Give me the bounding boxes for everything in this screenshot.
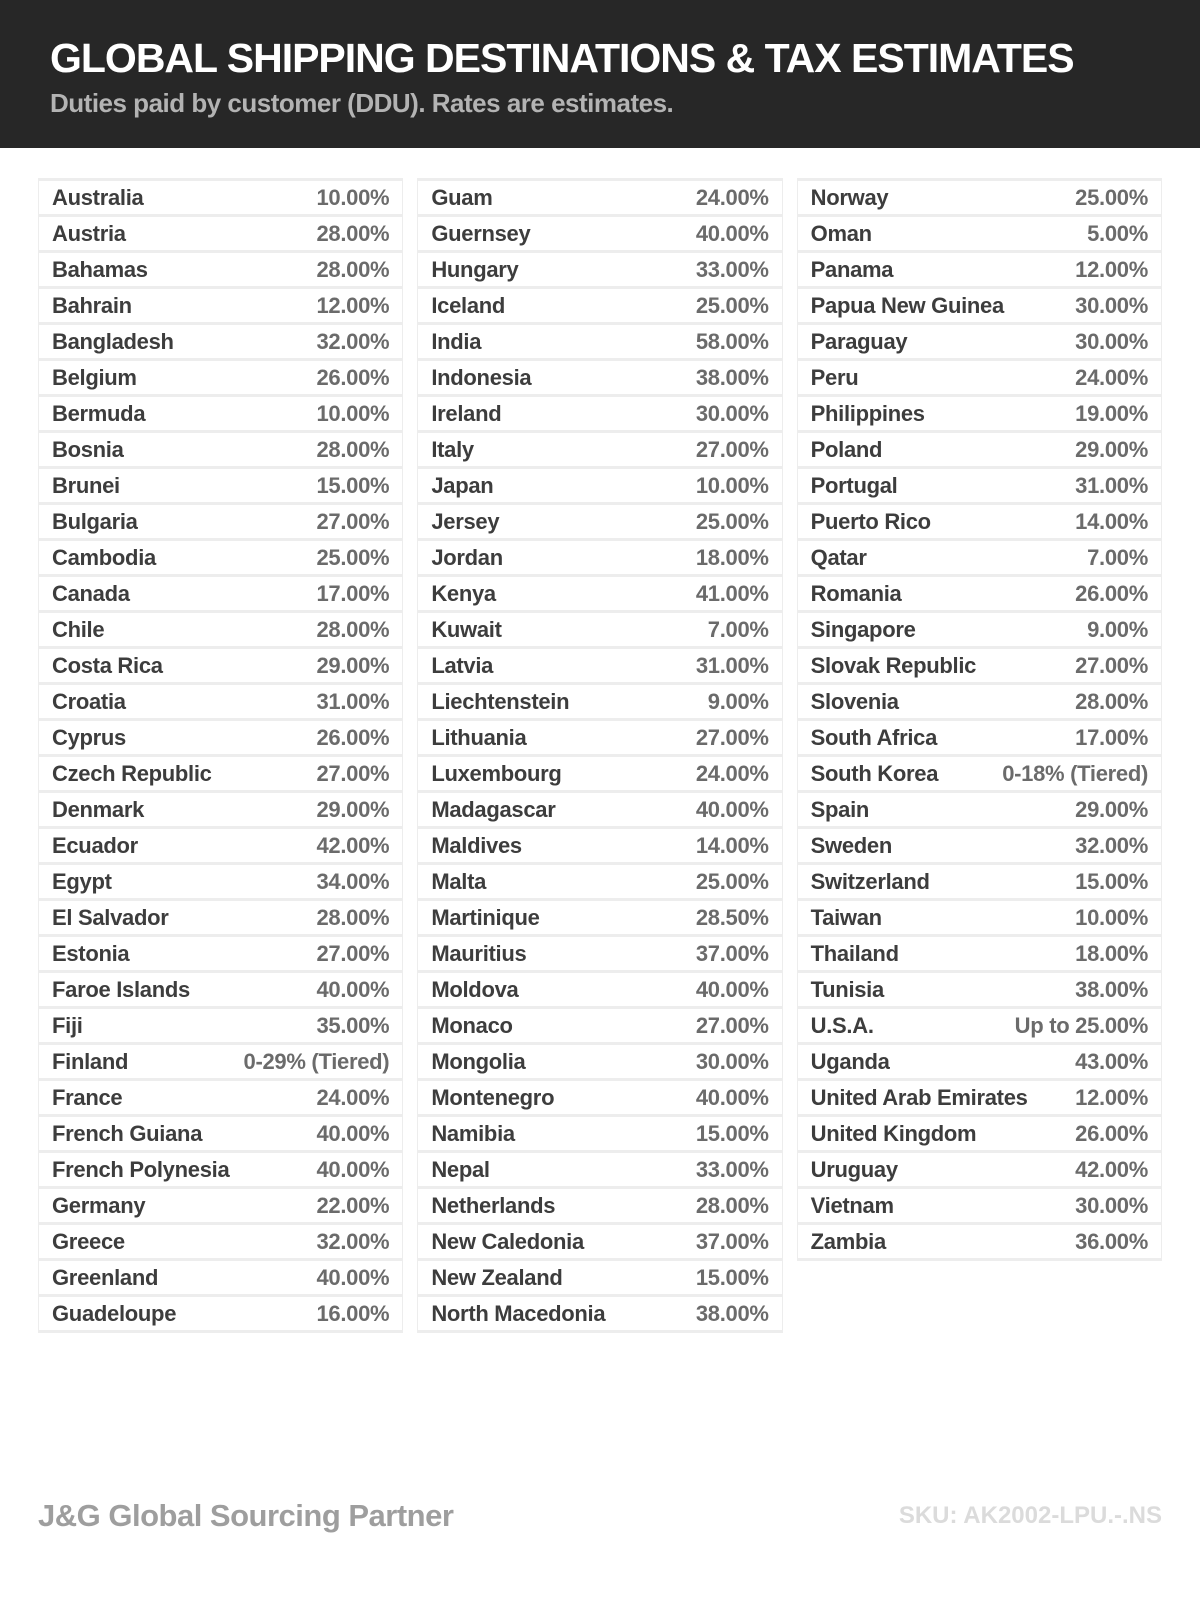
rates-column-3	[797, 178, 1162, 1261]
tax-rate: 7.00%	[1087, 544, 1148, 570]
table-row	[798, 937, 1161, 973]
country-name: Guernsey	[431, 220, 531, 246]
country-name: Estonia	[52, 940, 130, 966]
country-name: Oman	[810, 220, 872, 246]
table-row	[418, 937, 781, 973]
table-row	[39, 505, 402, 541]
table-row	[418, 1009, 781, 1045]
tax-rate: 25.00%	[695, 508, 769, 534]
tax-rate: 0-18% (Tiered)	[1002, 760, 1148, 786]
country-name: Costa Rica	[52, 652, 163, 678]
table-row	[39, 865, 402, 901]
tax-rate: 9.00%	[707, 688, 769, 714]
tax-rate: 58.00%	[695, 328, 769, 354]
tax-rate: 18.00%	[695, 544, 769, 570]
table-row	[418, 505, 781, 541]
country-name: Nepal	[431, 1156, 490, 1182]
tax-rate: 25.00%	[695, 868, 769, 894]
table-row	[418, 289, 781, 325]
country-name: Guadeloupe	[52, 1300, 177, 1326]
table-row	[798, 433, 1161, 469]
table-row	[418, 793, 781, 829]
table-row	[418, 973, 781, 1009]
country-name: Guam	[431, 184, 493, 210]
tax-rate: 31.00%	[1075, 472, 1148, 498]
tax-rate: 27.00%	[695, 1012, 769, 1038]
tax-rate: 19.00%	[1075, 400, 1148, 426]
tax-rate: Up to 25.00%	[1014, 1012, 1148, 1038]
tax-rate: 30.00%	[695, 1048, 769, 1074]
country-name: New Caledonia	[431, 1228, 584, 1254]
table-row	[418, 469, 781, 505]
table-row	[418, 1081, 781, 1117]
table-row	[798, 829, 1161, 865]
country-name: Japan	[431, 472, 494, 498]
tax-rate: 15.00%	[316, 472, 390, 498]
tax-rate: 26.00%	[1075, 1120, 1148, 1146]
table-row	[418, 721, 781, 757]
tax-rate: 29.00%	[316, 652, 390, 678]
country-name: Qatar	[810, 544, 867, 570]
tax-rate: 27.00%	[695, 436, 769, 462]
table-row	[418, 901, 781, 937]
table-row	[418, 865, 781, 901]
table-row	[39, 577, 402, 613]
country-name: Namibia	[431, 1120, 515, 1146]
country-name: South Africa	[810, 724, 938, 750]
country-name: Norway	[810, 184, 889, 210]
tax-rate: 27.00%	[695, 724, 769, 750]
country-name: Kenya	[431, 580, 496, 606]
brand-name: J&G Global Sourcing Partner	[38, 1498, 454, 1533]
country-name: France	[52, 1084, 123, 1110]
country-name: Lithuania	[431, 724, 527, 750]
table-row	[798, 685, 1161, 721]
table-row	[39, 1225, 402, 1261]
tax-rate: 24.00%	[316, 1084, 390, 1110]
country-name: Jordan	[431, 544, 503, 570]
tax-rate: 26.00%	[316, 724, 390, 750]
tax-rate: 40.00%	[695, 1084, 769, 1110]
footer	[38, 1498, 1162, 1534]
country-name: Ecuador	[52, 832, 138, 858]
country-name: Latvia	[431, 652, 494, 678]
tax-rate: 26.00%	[1075, 580, 1148, 606]
tax-rate: 37.00%	[695, 940, 769, 966]
country-name: Romania	[810, 580, 902, 606]
table-row	[798, 793, 1161, 829]
country-name: French Polynesia	[52, 1156, 230, 1182]
tax-rate: 28.00%	[316, 436, 390, 462]
tax-rate: 34.00%	[316, 868, 390, 894]
tax-rate: 31.00%	[316, 688, 390, 714]
country-name: Belgium	[52, 364, 137, 390]
table-row	[798, 397, 1161, 433]
tax-rate: 28.00%	[316, 616, 390, 642]
tax-rate: 33.00%	[695, 256, 769, 282]
tax-rate: 28.50%	[695, 904, 769, 930]
country-name: Spain	[810, 796, 870, 822]
country-name: Bermuda	[52, 400, 146, 426]
tax-rate: 38.00%	[695, 1300, 769, 1326]
country-name: Peru	[810, 364, 859, 390]
tax-rate: 38.00%	[695, 364, 769, 390]
table-row	[39, 181, 402, 217]
country-name: Cambodia	[52, 544, 156, 570]
country-name: Netherlands	[431, 1192, 556, 1218]
table-row	[798, 721, 1161, 757]
table-row	[798, 1153, 1161, 1189]
tax-rate: 40.00%	[695, 796, 769, 822]
table-row	[798, 289, 1161, 325]
country-name: Chile	[52, 616, 105, 642]
country-name: Iceland	[431, 292, 506, 318]
table-row	[39, 469, 402, 505]
tax-rate: 12.00%	[1075, 1084, 1148, 1110]
tax-rate: 40.00%	[695, 220, 769, 246]
table-row	[798, 361, 1161, 397]
table-row	[418, 649, 781, 685]
country-name: Portugal	[810, 472, 898, 498]
tax-rate: 17.00%	[316, 580, 390, 606]
table-row	[418, 1153, 781, 1189]
tax-rate: 26.00%	[316, 364, 390, 390]
country-name: Egypt	[52, 868, 112, 894]
table-row	[418, 361, 781, 397]
tax-rate: 32.00%	[1075, 832, 1148, 858]
table-row	[39, 685, 402, 721]
tax-rate: 28.00%	[316, 256, 390, 282]
table-row	[39, 829, 402, 865]
tax-rate: 25.00%	[316, 544, 390, 570]
table-row	[418, 325, 781, 361]
tax-rate: 15.00%	[1075, 868, 1148, 894]
table-row	[798, 1117, 1161, 1153]
tax-rate: 10.00%	[316, 400, 390, 426]
table-row	[798, 577, 1161, 613]
country-name: Vietnam	[810, 1192, 894, 1218]
country-name: Switzerland	[810, 868, 930, 894]
tax-rate: 30.00%	[1075, 292, 1148, 318]
country-name: Ireland	[431, 400, 502, 426]
tax-rate: 28.00%	[695, 1192, 769, 1218]
country-name: Moldova	[431, 976, 519, 1002]
table-row	[418, 1225, 781, 1261]
country-name: Jersey	[431, 508, 500, 534]
tax-rate: 42.00%	[316, 832, 390, 858]
tax-rate: 42.00%	[1075, 1156, 1148, 1182]
tax-rate: 25.00%	[695, 292, 769, 318]
tax-rate: 27.00%	[316, 508, 390, 534]
country-name: Liechtenstein	[431, 688, 570, 714]
tax-rate: 33.00%	[695, 1156, 769, 1182]
table-row	[798, 217, 1161, 253]
tax-rate: 29.00%	[1075, 436, 1148, 462]
tax-rate: 25.00%	[1075, 184, 1148, 210]
country-name: Maldives	[431, 832, 522, 858]
tax-rate: 31.00%	[695, 652, 769, 678]
table-row	[39, 541, 402, 577]
table-row	[418, 253, 781, 289]
country-name: Faroe Islands	[52, 976, 190, 1002]
tax-rate: 10.00%	[1075, 904, 1148, 930]
tax-rate: 27.00%	[316, 760, 390, 786]
tax-rate: 17.00%	[1075, 724, 1148, 750]
tax-rate: 0-29% (Tiered)	[243, 1048, 390, 1074]
table-row	[39, 649, 402, 685]
tax-rate: 40.00%	[695, 976, 769, 1002]
country-name: Germany	[52, 1192, 146, 1218]
tax-rate: 15.00%	[695, 1264, 769, 1290]
table-row	[418, 1117, 781, 1153]
table-row	[798, 505, 1161, 541]
country-name: Malta	[431, 868, 487, 894]
country-name: Mongolia	[431, 1048, 526, 1074]
tax-rate: 40.00%	[316, 1120, 390, 1146]
tax-rate: 35.00%	[316, 1012, 390, 1038]
table-row	[39, 289, 402, 325]
table-row	[39, 721, 402, 757]
table-row	[798, 253, 1161, 289]
country-name: Denmark	[52, 796, 145, 822]
table-row	[39, 1153, 402, 1189]
table-row	[39, 973, 402, 1009]
tax-rate: 16.00%	[316, 1300, 390, 1326]
rates-table	[38, 178, 1162, 1333]
country-name: Puerto Rico	[810, 508, 931, 534]
table-row	[418, 829, 781, 865]
tax-rate: 22.00%	[316, 1192, 390, 1218]
tax-rate: 15.00%	[695, 1120, 769, 1146]
country-name: Slovenia	[810, 688, 899, 714]
tax-rate: 5.00%	[1087, 220, 1148, 246]
country-name: North Macedonia	[431, 1300, 606, 1326]
tax-rate: 36.00%	[1075, 1228, 1148, 1254]
country-name: Greece	[52, 1228, 125, 1254]
tax-rate: 27.00%	[1075, 652, 1148, 678]
table-row	[418, 685, 781, 721]
country-name: Austria	[52, 220, 126, 246]
country-name: Australia	[52, 184, 144, 210]
table-row	[798, 1189, 1161, 1225]
table-row	[418, 433, 781, 469]
table-row	[798, 901, 1161, 937]
table-row	[418, 757, 781, 793]
table-row	[39, 253, 402, 289]
table-row	[39, 901, 402, 937]
tax-rate: 38.00%	[1075, 976, 1148, 1002]
table-row	[798, 1045, 1161, 1081]
tax-rate: 43.00%	[1075, 1048, 1148, 1074]
country-name: India	[431, 328, 482, 354]
country-name: Croatia	[52, 688, 126, 714]
tax-rate: 28.00%	[1075, 688, 1148, 714]
table-row	[798, 1009, 1161, 1045]
tax-rate: 37.00%	[695, 1228, 769, 1254]
table-row	[39, 1189, 402, 1225]
country-name: U.S.A.	[810, 1012, 874, 1038]
table-row	[798, 973, 1161, 1009]
tax-rate: 24.00%	[1075, 364, 1148, 390]
table-row	[39, 1261, 402, 1297]
rates-column-1	[38, 178, 403, 1333]
tax-rate: 32.00%	[316, 1228, 390, 1254]
tax-rate: 24.00%	[695, 760, 769, 786]
table-row	[418, 1261, 781, 1297]
tax-rate: 12.00%	[316, 292, 390, 318]
tax-rate: 28.00%	[316, 220, 390, 246]
tax-rate: 14.00%	[1075, 508, 1148, 534]
country-name: Cyprus	[52, 724, 126, 750]
country-name: Zambia	[810, 1228, 886, 1254]
country-name: Brunei	[52, 472, 120, 498]
table-row	[39, 325, 402, 361]
country-name: Kuwait	[431, 616, 502, 642]
tax-rate: 40.00%	[316, 976, 390, 1002]
page-title: GLOBAL SHIPPING DESTINATIONS & TAX ESTIMATES	[50, 35, 1074, 81]
tax-rate: 40.00%	[316, 1264, 390, 1290]
country-name: Paraguay	[810, 328, 908, 354]
country-name: Martinique	[431, 904, 540, 930]
table-row	[39, 1081, 402, 1117]
country-name: Philippines	[810, 400, 925, 426]
country-name: Bahamas	[52, 256, 148, 282]
country-name: Panama	[810, 256, 894, 282]
table-row	[798, 469, 1161, 505]
table-row	[39, 613, 402, 649]
country-name: Sweden	[810, 832, 892, 858]
table-row	[39, 1117, 402, 1153]
tax-rate: 29.00%	[316, 796, 390, 822]
table-row	[39, 361, 402, 397]
tax-rate: 9.00%	[1087, 616, 1148, 642]
sku-label: SKU: AK2002-LPU.-.NS	[898, 1502, 1162, 1529]
country-name: New Zealand	[431, 1264, 563, 1290]
country-name: South Korea	[810, 760, 939, 786]
table-row	[418, 397, 781, 433]
tax-rate: 28.00%	[316, 904, 390, 930]
country-name: Taiwan	[810, 904, 882, 930]
country-name: Italy	[431, 436, 474, 462]
table-row	[39, 937, 402, 973]
country-name: French Guiana	[52, 1120, 203, 1146]
table-row	[39, 1045, 402, 1081]
table-row	[39, 217, 402, 253]
country-name: Uruguay	[810, 1156, 898, 1182]
table-row	[39, 433, 402, 469]
country-name: Hungary	[431, 256, 519, 282]
table-row	[418, 541, 781, 577]
tax-rate: 40.00%	[316, 1156, 390, 1182]
table-row	[798, 757, 1161, 793]
table-row	[418, 613, 781, 649]
table-row	[39, 1297, 402, 1333]
rates-column-2	[417, 178, 782, 1333]
country-name: United Arab Emirates	[810, 1084, 1028, 1110]
table-row	[418, 217, 781, 253]
country-name: Singapore	[810, 616, 916, 642]
country-name: Greenland	[52, 1264, 159, 1290]
tax-rate: 14.00%	[695, 832, 769, 858]
table-row	[798, 325, 1161, 361]
header-banner	[0, 0, 1200, 148]
table-row	[418, 1297, 781, 1333]
table-row	[798, 181, 1161, 217]
country-name: Montenegro	[431, 1084, 555, 1110]
tax-rate: 10.00%	[316, 184, 390, 210]
table-row	[418, 577, 781, 613]
table-row	[798, 1225, 1161, 1261]
country-name: Finland	[52, 1048, 129, 1074]
country-name: Tunisia	[810, 976, 884, 1002]
table-row	[418, 181, 781, 217]
tax-rate: 24.00%	[695, 184, 769, 210]
country-name: Mauritius	[431, 940, 527, 966]
table-row	[39, 757, 402, 793]
table-row	[798, 541, 1161, 577]
table-row	[39, 1009, 402, 1045]
country-name: Slovak Republic	[810, 652, 977, 678]
tax-rate: 41.00%	[695, 580, 769, 606]
country-name: United Kingdom	[810, 1120, 977, 1146]
country-name: Poland	[810, 436, 883, 462]
table-row	[418, 1189, 781, 1225]
country-name: Thailand	[810, 940, 899, 966]
table-row	[798, 1081, 1161, 1117]
table-row	[418, 1045, 781, 1081]
tax-rate: 30.00%	[1075, 1192, 1148, 1218]
country-name: Indonesia	[431, 364, 532, 390]
country-name: Canada	[52, 580, 130, 606]
country-name: Bangladesh	[52, 328, 174, 354]
country-name: Papua New Guinea	[810, 292, 1004, 318]
tax-rate: 27.00%	[316, 940, 390, 966]
country-name: Czech Republic	[52, 760, 212, 786]
tax-rate: 32.00%	[316, 328, 390, 354]
tax-rate: 10.00%	[695, 472, 769, 498]
country-name: Fiji	[52, 1012, 83, 1038]
country-name: Luxembourg	[431, 760, 562, 786]
country-name: Bulgaria	[52, 508, 138, 534]
table-row	[39, 793, 402, 829]
tax-rate: 18.00%	[1075, 940, 1148, 966]
table-row	[798, 613, 1161, 649]
country-name: El Salvador	[52, 904, 169, 930]
tax-rate: 30.00%	[1075, 328, 1148, 354]
tax-rate: 12.00%	[1075, 256, 1148, 282]
tax-rate: 29.00%	[1075, 796, 1148, 822]
country-name: Bahrain	[52, 292, 132, 318]
tax-rate: 7.00%	[707, 616, 769, 642]
country-name: Bosnia	[52, 436, 124, 462]
country-name: Monaco	[431, 1012, 513, 1038]
table-row	[798, 649, 1161, 685]
page-subtitle: Duties paid by customer (DDU). Rates are estimates.	[50, 88, 674, 119]
table-row	[798, 865, 1161, 901]
table-row	[39, 397, 402, 433]
tax-rate: 30.00%	[695, 400, 769, 426]
country-name: Uganda	[810, 1048, 890, 1074]
country-name: Madagascar	[431, 796, 556, 822]
